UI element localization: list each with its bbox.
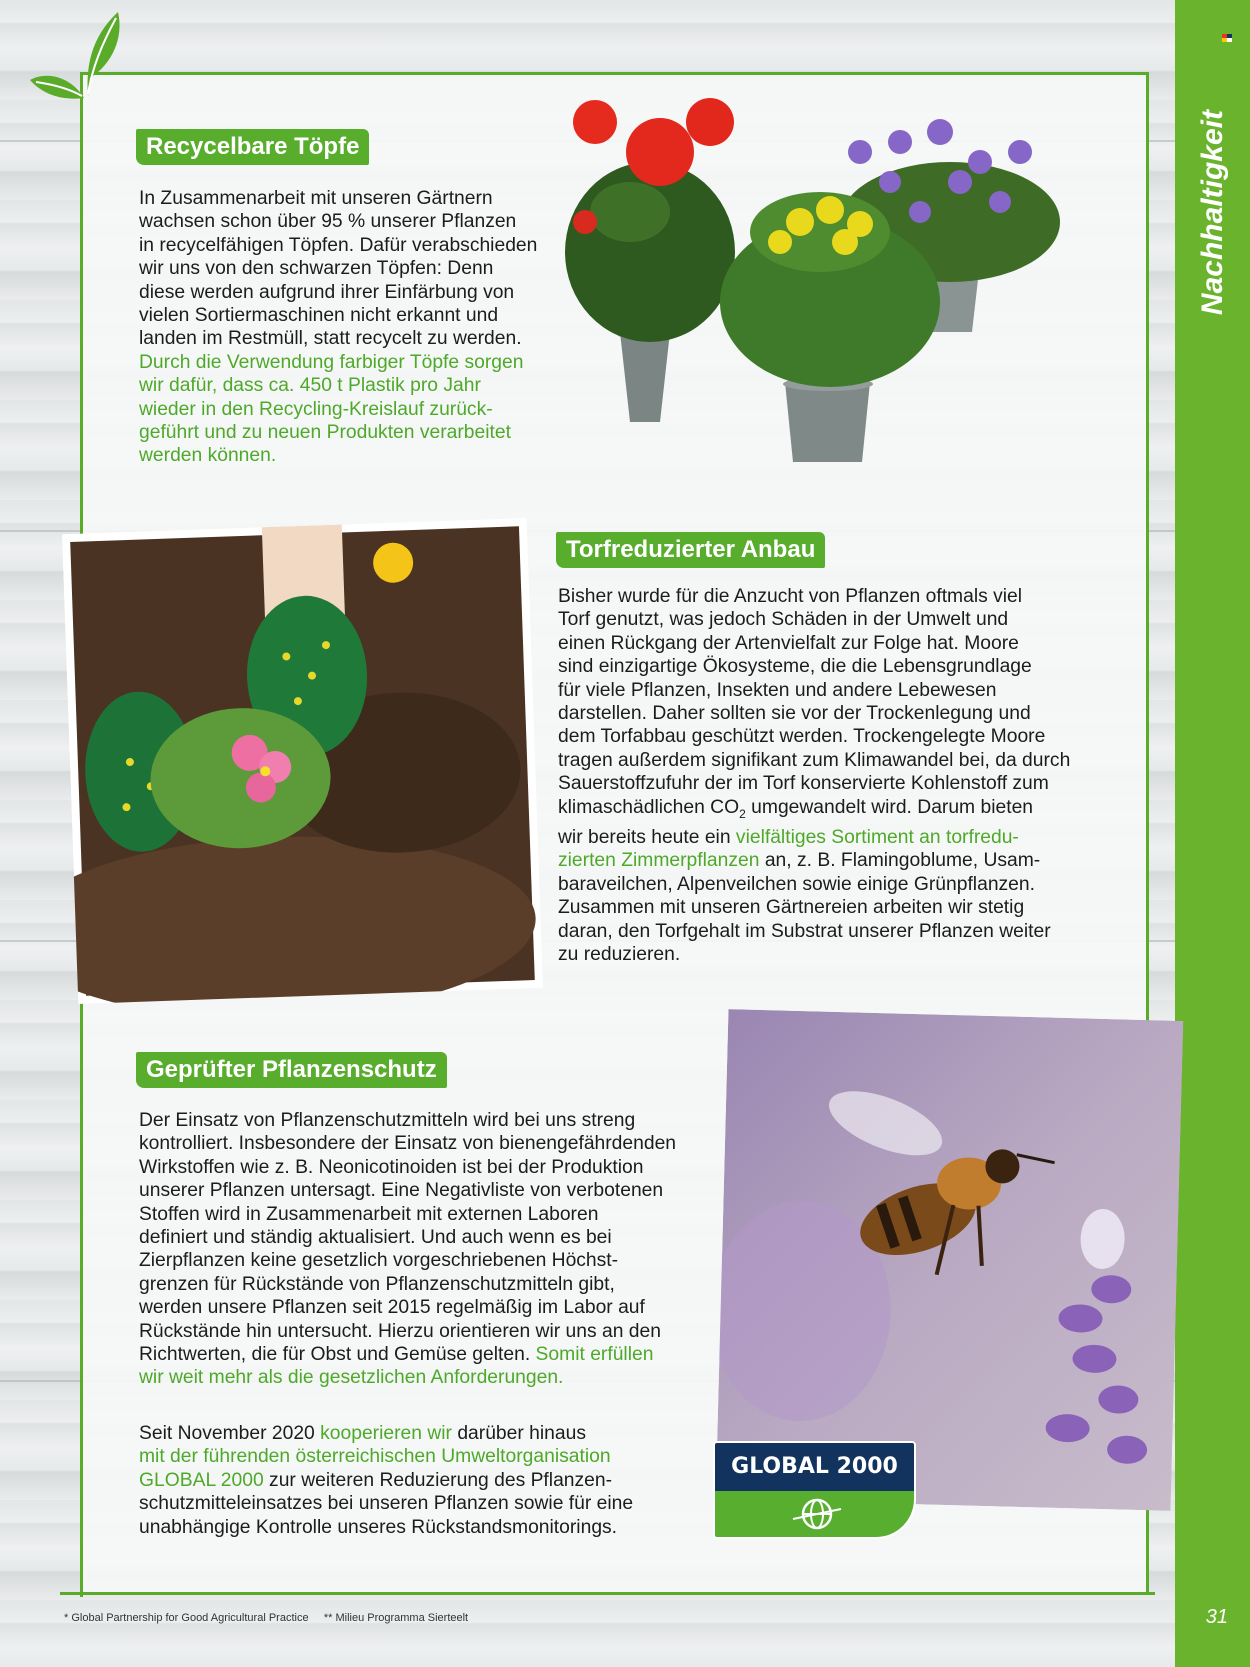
text-line: Sauerstoffzufuhr der im Torf konservierte Kohlenstoff zum	[558, 773, 1049, 795]
text-line	[558, 796, 1118, 826]
text-line: Stoffen wird in Zusammenarbeit mit externen Laboren	[139, 1203, 599, 1225]
cooperation-paragraph	[139, 1422, 719, 1539]
text-line: sind einzigartige Ökosysteme, die die Lebensgrundlage	[558, 656, 1032, 678]
text-span: umgewandelt wird. Darum bieten	[745, 796, 1034, 818]
text-line: landen im Restmüll, statt recycelt zu werden.	[139, 328, 522, 350]
text-span: wir bereits heute ein	[558, 826, 736, 848]
text-line: dem Torfabbau geschützt werden. Trockengelegte Moore	[558, 726, 1046, 748]
text-line: grenzen für Rückstände von Pflanzenschutzmitteln gibt,	[139, 1273, 615, 1295]
leaf-logo-icon	[28, 8, 124, 104]
text-line: darstellen. Daher sollten sie vor der Trockenlegung und	[558, 703, 1031, 725]
text-line: unserer Pflanzen untersagt. Eine Negativliste von verbotenen	[139, 1180, 664, 1202]
text-line: Wirkstoffen wie z. B. Neonicotinoiden ist bei der Produktion	[139, 1156, 644, 1178]
heading-recyclable-pots: Recycelbare Töpfe	[136, 129, 369, 165]
text-line: Bisher wurde für die Anzucht von Pflanzen oftmals viel	[558, 586, 1023, 607]
text-line: diese werden aufgrund ihrer Einfärbung von	[139, 281, 515, 303]
text-span: darüber hinaus	[451, 1423, 586, 1444]
text-line-highlight: Durch die Verwendung farbiger Töpfe sorgen	[139, 351, 524, 373]
sidebar-title: Nachhaltigkeit	[1196, 110, 1229, 316]
text-line: tragen außerdem signifikant zum Klimawandel bei, da durch	[558, 749, 1071, 771]
text-span: an, z. B. Flamingoblume, Usam-	[759, 850, 1041, 872]
text-span: klimaschädlichen CO	[558, 796, 740, 818]
global-2000-logo	[713, 1441, 916, 1539]
protection-paragraph	[139, 1109, 719, 1390]
footnotes	[64, 1612, 468, 1624]
text-line-highlight: geführt und zu neuen Produkten verarbeitet	[139, 422, 511, 444]
peat-paragraph	[558, 585, 1118, 966]
text-line-highlight: wir weit mehr als die gesetzlichen Anforderungen.	[139, 1367, 564, 1389]
frame-right-lower	[1146, 1500, 1149, 1595]
bee-photo	[716, 1009, 1184, 1511]
text-line-highlight: werden können.	[139, 445, 277, 467]
text-line: Der Einsatz von Pflanzenschutzmitteln wird bei uns streng	[139, 1110, 636, 1131]
subscript: 2	[739, 806, 746, 821]
globe-icon	[791, 1497, 843, 1531]
text-line: wachsen schon über 95 % unserer Pflanzen	[139, 211, 517, 233]
heading-plant-protection: Geprüfter Pflanzenschutz	[136, 1052, 447, 1088]
pots-paragraph	[139, 187, 589, 468]
text-line: vielen Sortiermaschinen nicht erkannt und	[139, 305, 499, 327]
text-line	[139, 1343, 719, 1366]
text-highlight: GLOBAL 2000	[139, 1469, 264, 1491]
frame-right	[1146, 72, 1149, 1032]
text-line: für viele Pflanzen, Insekten und andere Lebewesen	[558, 679, 997, 701]
text-line: In Zusammenarbeit mit unseren Gärtnern	[139, 188, 493, 209]
text-line: unabhängige Kontrolle unseres Rückstandsmonitorings.	[139, 1516, 618, 1538]
text-line: zu reduzieren.	[558, 943, 681, 965]
text-line-highlight: wir dafür, dass ca. 450 t Plastik pro Jahr	[139, 375, 481, 397]
potted-plants-photo	[560, 92, 1120, 492]
text-highlight: vielfältiges Sortiment an torfredu-	[735, 826, 1019, 848]
logo-label: GLOBAL 2000	[715, 1443, 914, 1491]
heading-peat-reduced: Torfreduzierter Anbau	[556, 532, 825, 568]
text-line: werden unsere Pflanzen seit 2015 regelmäßig im Labor auf	[139, 1297, 645, 1319]
flag-icon	[1222, 34, 1232, 42]
frame-bottom	[60, 1592, 1155, 1595]
text-line	[558, 826, 1118, 849]
gardening-photo	[62, 518, 543, 1004]
text-span: zur weiteren Reduzierung des Pflanzen-	[263, 1469, 613, 1491]
text-line	[558, 849, 1118, 872]
text-line: Zierpflanzen keine gesetzlich vorgeschriebenen Höchst-	[139, 1250, 619, 1272]
frame-top	[82, 72, 1148, 75]
text-line: kontrolliert. Insbesondere der Einsatz von bienengefährdenden	[139, 1133, 677, 1155]
text-line: baraveilchen, Alpenveilchen sowie einige Grünpflanzen.	[558, 873, 1035, 895]
text-line: Torf genutzt, was jedoch Schäden in der Umwelt und	[558, 609, 1009, 631]
text-line: wir uns von den schwarzen Töpfen: Denn	[139, 258, 494, 280]
text-line: einen Rückgang der Artenvielfalt zur Folge hat. Moore	[558, 632, 1019, 654]
text-line-highlight: wieder in den Recycling-Kreislauf zurück-	[139, 398, 493, 420]
text-span: Seit November 2020	[139, 1423, 321, 1444]
text-line: Rückstände hin untersucht. Hierzu orientieren wir uns an den	[139, 1320, 661, 1342]
text-line-highlight: mit der führenden österreichischen Umweltorganisation	[139, 1446, 611, 1468]
text-highlight: Somit erfüllen	[535, 1344, 654, 1366]
text-line: in recycelfähigen Töpfen. Dafür verabschieden	[139, 234, 538, 256]
text-line	[139, 1469, 719, 1492]
footnote-two: ** Milieu Programma Sierteelt	[323, 1612, 469, 1624]
logo-lower	[715, 1491, 914, 1537]
text-line	[139, 1422, 719, 1445]
page-number: 31	[1205, 1606, 1228, 1628]
text-highlight: zierten Zimmerpflanzen	[558, 850, 760, 872]
text-line: Zusammen mit unseren Gärtnereien arbeiten wir stetig	[558, 897, 1025, 919]
text-line: schutzmitteleinsatzes bei unseren Pflanzen sowie für eine	[139, 1493, 634, 1515]
text-line: definiert und ständig aktualisiert. Und auch wenn es bei	[139, 1227, 612, 1249]
text-highlight: kooperieren wir	[320, 1423, 452, 1444]
text-line: daran, den Torfgehalt im Substrat unserer Pflanzen weiter	[558, 920, 1051, 942]
footnote-one: * Global Partnership for Good Agricultural Practice	[64, 1612, 309, 1624]
text-span: Richtwerten, die für Obst und Gemüse gelten.	[139, 1344, 536, 1366]
